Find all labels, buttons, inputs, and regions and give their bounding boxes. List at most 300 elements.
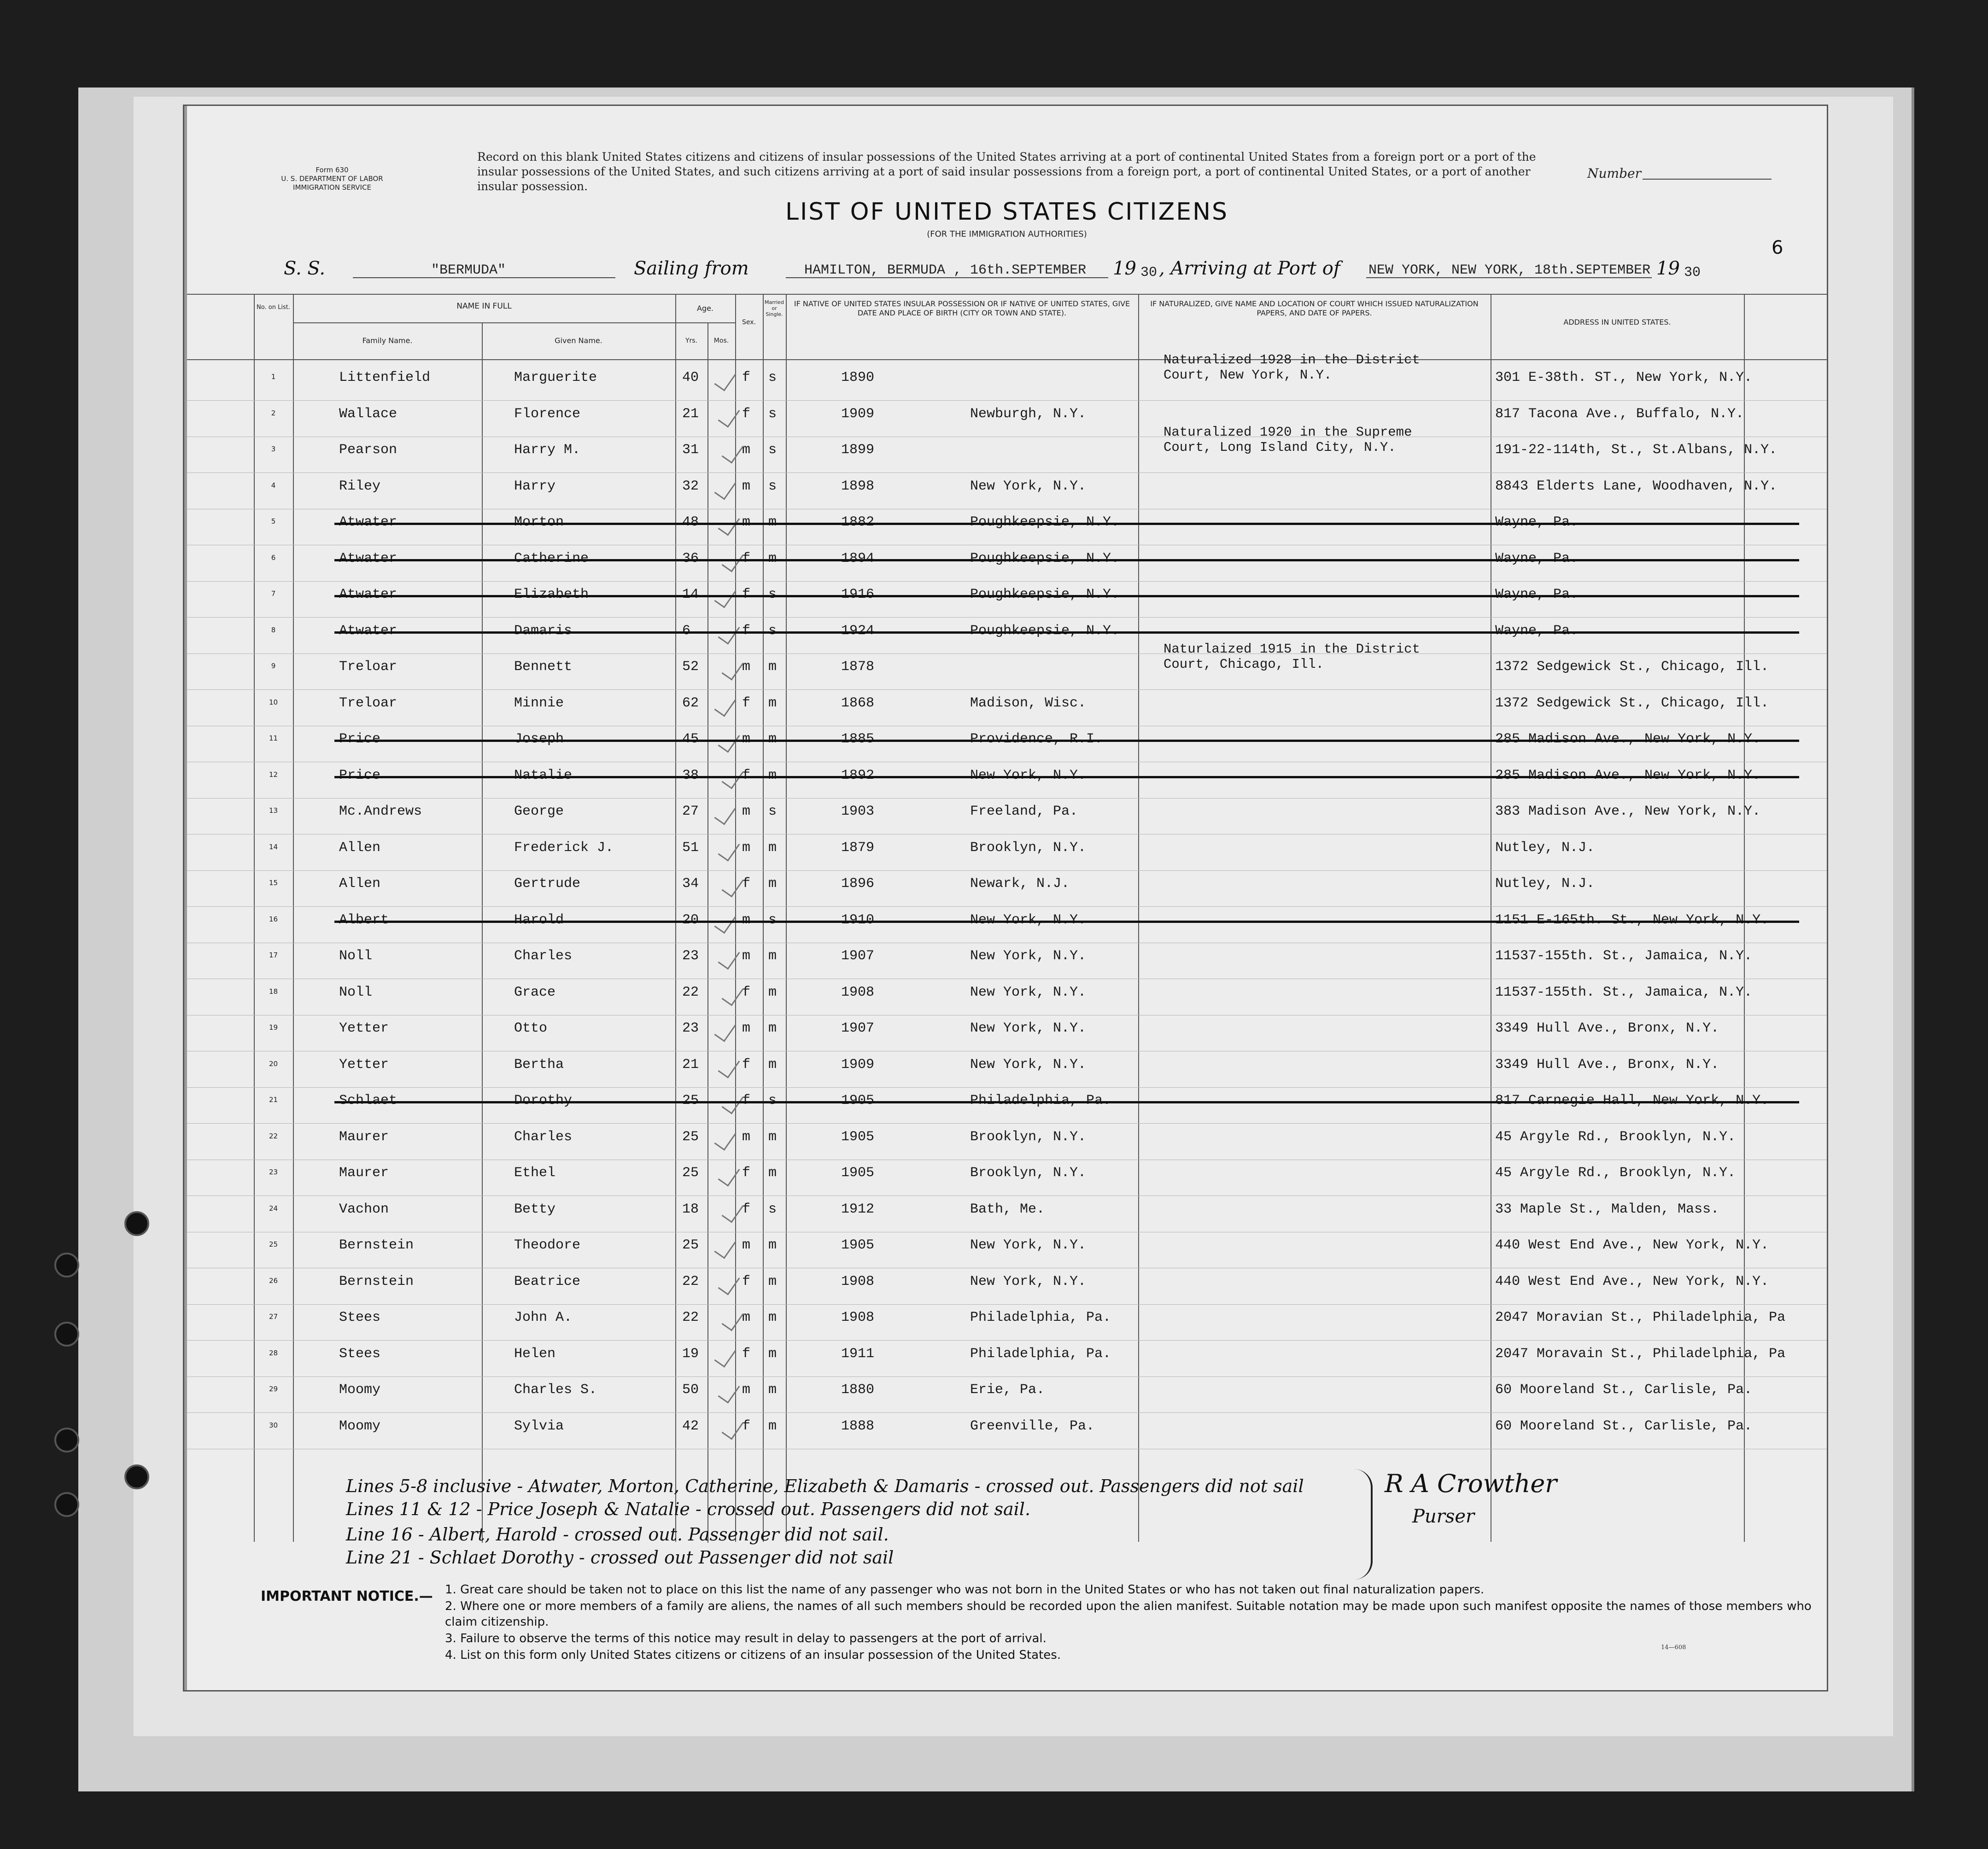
cell-ms: m [768,984,777,1000]
cell-family: Bernstein [339,1273,414,1289]
cell-sex: f [742,1346,751,1362]
form-number: Form 630 [316,166,349,174]
cell-no: 4 [271,481,276,490]
cell-ms: s [768,478,777,494]
table-row [187,1017,1827,1053]
cell-family: Allen [339,840,381,856]
cell-no: 11 [269,734,278,742]
cell-ms: s [768,442,777,458]
cell-ms: m [768,659,777,675]
notice-heading: IMPORTANT NOTICE.— [261,1588,433,1604]
cell-sex: m [742,442,751,458]
cell-no: 22 [269,1132,278,1140]
check-mark [718,1271,740,1295]
cell-yrs: 21 [682,406,699,422]
cell-place: Poughkeepsie, N.Y. [970,587,1120,602]
cell-address: 60 Mooreland St., Carlisle, Pa. [1495,1418,1753,1434]
cell-address: Wayne, Pa. [1495,587,1579,602]
cell-yrs: 62 [682,695,699,711]
cell-place: New York, N.Y. [970,767,1087,783]
cell-place: Erie, Pa. [970,1382,1045,1398]
cell-address: 45 Argyle Rd., Brooklyn, N.Y. [1495,1165,1736,1181]
cell-family: Moomy [339,1418,381,1434]
cell-yrs: 22 [682,984,699,1000]
cell-given: Theodore [514,1237,581,1253]
table-row [187,1270,1827,1306]
row-rule [187,400,1827,401]
cell-given: Dorothy [514,1093,573,1108]
handwritten-note: Lines 11 & 12 - Price Joseph & Natalie - crossed out. Passengers did not sail. [346,1499,1031,1519]
cell-year: 1907 [841,1021,875,1036]
cell-year: 1905 [841,1129,875,1145]
cell-no: 21 [269,1096,278,1104]
cell-given: Florence [514,406,581,422]
cell-family: Moomy [339,1382,381,1398]
cell-place: New York, N.Y. [970,948,1087,964]
cell-given: Harold [514,912,564,928]
cell-ms: m [768,1346,777,1362]
cell-place: Brooklyn, N.Y. [970,1129,1087,1145]
cell-no: 7 [271,589,276,598]
name-subheader-rule [293,322,675,323]
table-row [187,909,1827,945]
check-mark [718,837,740,861]
cell-given: Marguerite [514,370,597,385]
header-bottom-rule [187,359,1827,360]
arriving-year-suffix: 30 [1684,265,1701,280]
binder-hole [54,1492,79,1517]
cell-yrs: 23 [682,948,699,964]
cell-nat: Naturlaized 1915 in the District Court, Chicago, Ill. [1164,642,1420,672]
cell-address: Wayne, Pa. [1495,514,1579,530]
cell-no: 20 [269,1059,278,1068]
strike-through-line [334,595,1799,597]
row-rule [187,689,1827,690]
cell-given: Bennett [514,659,573,675]
cell-family: Atwater [339,550,398,566]
cell-given: Bertha [514,1056,564,1073]
arriving-port-line [1366,277,1652,278]
cell-given: Betty [514,1201,556,1217]
cell-address: Nutley, N.J. [1495,840,1595,856]
cell-sex: f [742,1093,751,1108]
cell-family: Atwater [339,623,398,639]
cell-no: 2 [271,408,276,417]
cell-year: 1907 [841,948,875,964]
sailing-label: Sailing from [634,258,749,279]
row-rule [187,472,1827,473]
strike-through-line [334,921,1799,923]
cell-year: 1890 [841,370,875,385]
cell-yrs: 14 [682,587,699,602]
binder-hole [54,1253,79,1277]
check-mark [722,439,744,463]
number-field-line [1643,179,1772,180]
cell-ms: s [768,804,777,819]
strike-through-line [334,740,1799,742]
cell-address: 33 Maple St., Malden, Mass. [1495,1201,1719,1217]
header-yrs: Yrs. [685,337,698,344]
cell-yrs: 22 [682,1310,699,1325]
table-row [187,1161,1827,1197]
cell-year: 1899 [841,442,875,458]
cell-place: Freeland, Pa. [970,804,1078,819]
cell-no: 27 [269,1312,278,1321]
cell-family: Albert [339,912,389,928]
cell-year: 1885 [841,731,875,747]
cell-year: 1905 [841,1093,875,1108]
cell-sex: f [742,370,751,385]
cell-year: 1912 [841,1201,875,1217]
cell-sex: f [742,406,751,422]
notice-item: 1. Great care should be taken not to place on this list the name of any passenger who was not born in the United States or who has not taken out final naturalization papers. [445,1583,1485,1597]
check-mark [722,1307,744,1331]
cell-no: 16 [269,915,278,923]
cell-given: Helen [514,1346,556,1362]
cell-ms: m [768,767,777,783]
cell-year: 1896 [841,876,875,892]
cell-ms: s [768,406,777,422]
cell-no: 6 [271,553,276,562]
cell-family: Vachon [339,1201,389,1217]
cell-family: Stees [339,1310,381,1325]
cell-no: 17 [269,951,278,959]
check-mark [714,1018,737,1042]
cell-year: 1916 [841,587,875,602]
cell-year: 1894 [841,550,875,566]
cell-yrs: 50 [682,1382,699,1398]
check-mark [718,1054,740,1078]
cell-year: 1898 [841,478,875,494]
cell-place: Newburgh, N.Y. [970,406,1087,422]
cell-yrs: 25 [682,1165,699,1181]
table-row [187,425,1827,474]
cell-given: Joseph [514,731,564,747]
cell-year: 1909 [841,1056,875,1073]
cell-given: Ethel [514,1165,556,1181]
ship-prefix: S. S. [284,258,326,279]
note-bracket [1352,1469,1373,1580]
binder-hole [54,1322,79,1347]
cell-nat: Naturalized 1928 in the District Court, New York, N.Y. [1164,352,1420,383]
cell-address: 3349 Hull Ave., Bronx, N.Y. [1495,1021,1719,1036]
cell-no: 30 [269,1421,278,1429]
cell-yrs: 34 [682,876,699,892]
table-row [187,764,1827,800]
check-mark [722,982,744,1006]
cell-year: 1908 [841,1310,875,1325]
check-mark [714,693,737,717]
handwritten-note: Line 21 - Schlaet Dorothy - crossed out Passenger did not sail [346,1547,894,1568]
check-mark [722,873,744,897]
cell-address: 285 Madison Ave., New York, N.Y. [1495,767,1761,783]
cell-family: Pearson [339,442,398,458]
table-row [187,800,1827,836]
cell-given: Morton [514,514,564,530]
cell-ms: s [768,370,777,385]
arriving-year-prefix: 19 [1656,258,1680,279]
cell-family: Price [339,767,381,783]
table-row [187,1126,1827,1161]
cell-year: 1909 [841,406,875,422]
purser-title: Purser [1412,1506,1475,1527]
cell-sex: m [742,1237,751,1253]
header-address: ADDRESS IN UNITED STATES. [1563,318,1671,327]
cell-place: Brooklyn, N.Y. [970,1165,1087,1181]
cell-address: Wayne, Pa. [1495,623,1579,639]
cell-year: 1903 [841,804,875,819]
table-row [187,1198,1827,1234]
header-married: Married or Single. [765,299,784,317]
cell-sex: m [742,478,751,494]
cell-yrs: 52 [682,659,699,675]
cell-given: Catherine [514,550,589,566]
cell-family: Price [339,731,381,747]
cell-address: 383 Madison Ave., New York, N.Y. [1495,804,1761,819]
cell-year: 1905 [841,1165,875,1181]
check-mark [714,801,737,825]
cell-place: New York, N.Y. [970,1021,1087,1036]
row-rule [187,1123,1827,1124]
cell-given: Otto [514,1021,548,1036]
cell-ms: m [768,1382,777,1398]
cell-address: 285 Madison Ave., New York, N.Y. [1495,731,1761,747]
cell-family: Atwater [339,514,398,530]
row-rule [187,1304,1827,1305]
cell-yrs: 31 [682,442,699,458]
row-rule [187,906,1827,907]
cell-address: 8843 Elderts Lane, Woodhaven, N.Y. [1495,478,1778,494]
cell-place: Philadelphia, Pa. [970,1310,1111,1325]
header-family-name: Family Name. [362,336,413,345]
cell-address: 11537-155th. St., Jamaica, N.Y. [1495,984,1753,1000]
cell-no: 29 [269,1385,278,1393]
cell-yrs: 42 [682,1418,699,1434]
page-title: LIST OF UNITED STATES CITIZENS [785,198,1228,226]
cell-family: Schlaet [339,1093,398,1108]
record-instructions: Record on this blank United States citizens and citizens of insular possessions of the United States arriving at a port of continental United States from a foreign port or a port of the insular possessions of the United States, and such citizens arriving at a port of said insular possessions from a foreign port, a port of continental United States, or a port of another insular possession. [477,150,1536,193]
cell-address: Nutley, N.J. [1495,876,1595,892]
table-row [187,728,1827,764]
cell-year: 1908 [841,1273,875,1289]
table-row [187,872,1827,908]
table-row [187,1415,1827,1451]
cell-sex: m [742,1310,751,1325]
cell-year: 1868 [841,695,875,711]
table-row [187,981,1827,1017]
cell-place: New York, N.Y. [970,1273,1087,1289]
form-code: 14—608 [1661,1644,1686,1651]
ship-name-line [353,277,615,278]
cell-family: Noll [339,984,373,1000]
cell-place: Brooklyn, N.Y. [970,840,1087,856]
cell-sex: m [742,659,751,675]
header-native: IF NATIVE OF UNITED STATES INSULAR POSSESSION OR IF NATIVE OF UNITED STATES, GIVE DATE AND PLACE OF BIRTH (CITY OR TOWN AND STATE). [794,299,1130,317]
table-row [187,945,1827,980]
check-mark [718,1379,740,1403]
cell-given: Charles [514,948,573,964]
cell-sex: m [742,731,751,747]
table-row [187,642,1827,691]
notice-item: 4. List on this form only United States citizens or citizens of an insular possession of the United States. [445,1648,1061,1662]
cell-sex: f [742,1273,751,1289]
cell-given: Charles [514,1129,573,1145]
cell-address: 301 E-38th. ST., New York, N.Y. [1495,370,1753,385]
cell-sex: m [742,1129,751,1145]
service: IMMIGRATION SERVICE [293,183,371,192]
cell-yrs: 25 [682,1237,699,1253]
header-no: No. on List. [257,304,290,311]
age-subheader-rule [675,322,735,323]
cell-sex: f [742,695,751,711]
table-row [187,1306,1827,1342]
cell-place: Bath, Me. [970,1201,1045,1217]
cell-place: Poughkeepsie, N.Y. [970,514,1120,530]
table-row [187,402,1827,438]
cell-ms: m [768,1165,777,1181]
cell-given: Beatrice [514,1273,581,1289]
header-age: Age. [696,304,714,313]
table-top-rule [187,294,1827,295]
table-row [187,475,1827,511]
cell-ms: m [768,1021,777,1036]
cell-place: Madison, Wisc. [970,695,1087,711]
cell-no: 23 [269,1168,278,1176]
cell-ms: s [768,912,777,928]
cell-year: 1880 [841,1382,875,1398]
cell-sex: m [742,1382,751,1398]
cell-no: 14 [269,842,278,851]
cell-year: 1910 [841,912,875,928]
cell-sex: f [742,1201,751,1217]
header-mos: Mos. [713,337,729,344]
cell-yrs: 18 [682,1201,699,1217]
cell-family: Atwater [339,587,398,602]
cell-place: Poughkeepsie, N.Y. [970,550,1120,566]
table-row [187,836,1827,872]
cell-no: 12 [269,770,278,779]
table-row [187,1342,1827,1378]
check-mark [718,1162,740,1186]
cell-address: 11537-155th. St., Jamaica, N.Y. [1495,948,1753,964]
cell-given: George [514,804,564,819]
cell-sex: f [742,550,751,566]
row-rule [187,870,1827,871]
cell-given: Damaris [514,623,573,639]
cell-year: 1892 [841,767,875,783]
sailing-from-line [786,277,1108,278]
cell-sex: f [742,587,751,602]
cell-given: Natalie [514,767,573,783]
row-rule [187,1412,1827,1413]
table-row [187,692,1827,728]
cell-place: New York, N.Y. [970,1237,1087,1253]
table-row [187,1378,1827,1414]
row-rule [187,798,1827,799]
cell-yrs: 19 [682,1346,699,1362]
cell-family: Treloar [339,659,398,675]
cell-ms: m [768,1273,777,1289]
cell-yrs: 45 [682,731,699,747]
cell-yrs: 22 [682,1273,699,1289]
table-row [187,1234,1827,1270]
cell-address: 60 Mooreland St., Carlisle, Pa. [1495,1382,1753,1398]
table-row [187,1089,1827,1125]
handwritten-note: Line 16 - Albert, Harold - crossed out. Passenger did not sail. [346,1524,889,1545]
binder-hole [54,1428,79,1452]
cell-family: Bernstein [339,1237,414,1253]
strike-through-line [334,523,1799,525]
strike-through-line [334,776,1799,778]
header-name-in-full: NAME IN FULL [456,302,512,311]
check-mark [714,476,737,500]
cell-yrs: 23 [682,1021,699,1036]
cell-address: 2047 Moravain St., Philadelphia, Pa [1495,1346,1786,1362]
cell-address: 191-22-114th, St., St.Albans, N.Y. [1495,442,1778,458]
form-identifier [256,166,408,192]
cell-ms: s [768,623,777,639]
cell-address: 440 West End Ave., New York, N.Y. [1495,1273,1769,1289]
cell-year: 1924 [841,623,875,639]
cell-no: 1 [271,373,276,381]
cell-place: Poughkeepsie, N.Y. [970,623,1120,639]
cell-ms: m [768,695,777,711]
cell-no: 28 [269,1348,278,1357]
cell-no: 8 [271,625,276,634]
cell-sex: f [742,767,751,783]
sailing-year-prefix: 19 [1113,258,1136,279]
cell-address: 3349 Hull Ave., Bronx, N.Y. [1495,1056,1719,1073]
cell-ms: m [768,840,777,856]
table-row [187,583,1827,619]
cell-place: Philadelphia, Pa. [970,1346,1111,1362]
check-mark [718,945,740,969]
strike-through-line [334,631,1799,634]
cell-year: 1905 [841,1237,875,1253]
cell-place: Greenville, Pa. [970,1418,1095,1434]
cell-sex: f [742,984,751,1000]
cell-ms: m [768,1237,777,1253]
cell-address: 2047 Moravian St., Philadelphia, Pa [1495,1310,1786,1325]
cell-family: Mc.Andrews [339,804,422,819]
cell-address: 440 West End Ave., New York, N.Y. [1495,1237,1769,1253]
cell-yrs: 36 [682,550,699,566]
cell-sex: f [742,1165,751,1181]
sailing-year-suffix: 30 [1140,265,1158,280]
cell-place: Philadelphia, Pa. [970,1093,1111,1108]
strike-through-line [334,559,1799,561]
table-row [187,1053,1827,1089]
binder-hole [124,1464,149,1489]
cell-address: 817 Tacona Ave., Buffalo, N.Y. [1495,406,1744,422]
cell-ms: m [768,948,777,964]
cell-place: Providence, R.I. [970,731,1103,747]
row-rule [187,581,1827,582]
cell-family: Allen [339,876,381,892]
cell-yrs: 38 [682,767,699,783]
handwritten-note: Lines 5-8 inclusive - Atwater, Morton, Catherine, Elizabeth & Damaris - crossed out. Passengers did not sail [346,1476,1304,1496]
cell-family: Yetter [339,1056,389,1073]
cell-yrs: 20 [682,912,699,928]
cell-family: Maurer [339,1165,389,1181]
cell-family: Yetter [339,1021,389,1036]
check-mark [714,1343,737,1367]
table-row [187,547,1827,583]
cell-no: 3 [271,445,276,453]
cell-yrs: 32 [682,478,699,494]
cell-sex: m [742,514,751,530]
cell-place: New York, N.Y. [970,984,1087,1000]
